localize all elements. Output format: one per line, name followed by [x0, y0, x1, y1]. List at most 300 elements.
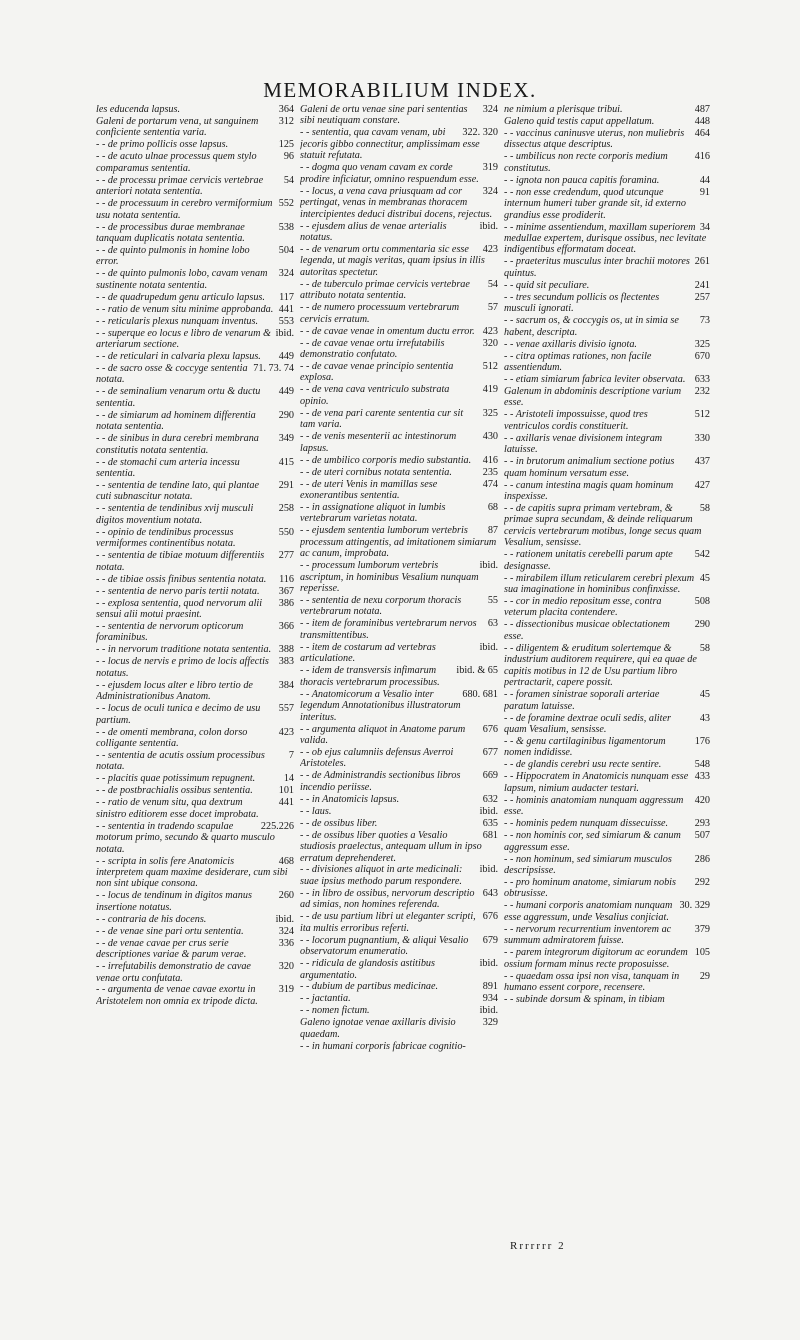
entry-text: - - axillaris venae divisionem integram latuisse.: [504, 432, 663, 456]
entry-text: - - locus, a vena cava priusquam ad cor pertingat, venas in membranas thoracem intercipientes deduci distribui docens, rejectus.: [300, 185, 493, 220]
index-entry: [300, 279, 500, 302]
entry-page-number: 669: [482, 770, 498, 782]
entry-page-number: 449: [278, 351, 294, 363]
entry-page-number: 635: [482, 817, 498, 829]
entry-page-number: ibid.: [479, 1005, 498, 1017]
entry-page-number: 319: [278, 984, 294, 996]
entry-page-number: 241: [694, 279, 710, 291]
index-entry: [504, 818, 712, 829]
index-entry: [96, 598, 296, 621]
entry-text: - - minime assentiendum, maxillam superiorem medullae expertem, durisque ossibus, nec levitate indigentibus efformatam doceat.: [504, 221, 707, 256]
index-entry: [504, 116, 712, 127]
index-entry: [96, 116, 296, 139]
index-entry: [300, 958, 500, 981]
entry-text: - - de sinibus in dura cerebri membrana constitutis notata sententia.: [96, 433, 259, 456]
entry-text: - - canum intestina magis quam hominum inspexisse.: [504, 479, 674, 502]
entry-page-number: 681: [482, 829, 498, 841]
entry-text: - - de vena cava ventriculo substrata opinio.: [300, 384, 450, 407]
index-entry: [96, 527, 296, 550]
entry-text: - - de quinto pulmonis in homine lobo error.: [96, 244, 250, 268]
entry-text: - - sententia de nervo paris tertii notata.: [96, 585, 260, 597]
entry-page-number: 386: [278, 597, 294, 609]
index-entry: [504, 994, 712, 1005]
entry-text: - - irrefutabilis demonstratio de cavae venae ortu confutata.: [96, 961, 251, 984]
entry-text: Galenum in abdominis descriptione varium esse.: [504, 385, 682, 409]
entry-text: - - de foramine dextrae oculi sedis, aliter quam Vesalium, sensisse.: [504, 712, 671, 736]
entry-page-number: 45: [699, 689, 710, 701]
entry-text: - - locus de nervis e primo de locis affectis notatus.: [96, 656, 269, 679]
entry-text: ne nimium a plerisque tribui.: [504, 104, 623, 115]
entry-text: - - dubium de partibus medicinae.: [300, 981, 439, 993]
entry-text: - - de stomachi cum arteria incessu sententia.: [96, 456, 240, 480]
index-entry: [300, 642, 500, 665]
index-entry: [96, 386, 296, 409]
entry-page-number: 235: [482, 466, 498, 478]
index-entry: [300, 455, 500, 466]
index-entry: [504, 971, 712, 994]
entry-page-number: 553: [278, 315, 294, 327]
index-entry: [300, 1005, 500, 1016]
entry-text: - - divisiones aliquot in arte medicinali: suae ipsius methodo parum respondere.: [300, 864, 463, 887]
entry-text: - - & genu cartilaginibus ligamentorum nomen indidisse.: [504, 735, 666, 759]
entry-page-number: 437: [694, 456, 710, 468]
entry-page-number: 643: [482, 887, 498, 899]
entry-text: - - umbilicus non recte corporis medium constitutus.: [504, 151, 668, 174]
index-entry: [96, 938, 296, 961]
entry-text: - - de usu partium libri ut eleganter scripti, ita multis erroribus referti.: [300, 911, 476, 934]
entry-text: - - de ossibus liber.: [300, 817, 378, 829]
page-title: MEMORABILIUM INDEX.: [263, 78, 537, 102]
entry-text: - - de venae cavae per crus serie descriptiones variae & parum verae.: [96, 937, 247, 961]
entry-text: - - sententia in tradendo scapulae motorum primo, secundo & quarto musculo notata.: [96, 820, 275, 855]
entry-text: - - in nervorum traditione notata sententia.: [96, 644, 272, 656]
entry-page-number: ibid.: [479, 641, 498, 653]
entry-text: - - rationem unitatis cerebelli parum apte designasse.: [504, 549, 673, 572]
entry-text: - - non hominis cor, sed simiarum & canum aggressum esse.: [504, 830, 681, 853]
index-entry: [96, 821, 296, 855]
index-entry: [96, 433, 296, 456]
entry-page-number: 71. 73. 74: [253, 362, 294, 374]
entry-text: - - ejusdem sententia lumborum vertebris processum attingentis, ad imitationem simiarum ac canum, improbata.: [300, 525, 497, 560]
index-entry: [504, 339, 712, 350]
entry-page-number: 423: [482, 325, 498, 337]
index-entry: [300, 104, 500, 127]
entry-text: - - sententia de tendinibus xvij musculi digitos moventium notata.: [96, 503, 254, 526]
entry-page-number: 260: [278, 890, 294, 902]
entry-text: - - de umbilico corporis medio substantia.: [300, 454, 472, 466]
entry-page-number: 116: [279, 573, 294, 585]
index-entry: [96, 703, 296, 726]
entry-text: - - de postbrachialis ossibus sententia.: [96, 785, 253, 797]
index-entry: [96, 503, 296, 526]
entry-text: - - foramen sinistrae soporali arteriae paratum latuisse.: [504, 689, 660, 712]
index-entry: [504, 503, 712, 549]
entry-page-number: 57: [487, 302, 498, 314]
entry-page-number: 449: [278, 386, 294, 398]
index-entry: [96, 644, 296, 655]
entry-page-number: 105: [694, 947, 710, 959]
entry-page-number: ibid.: [479, 220, 498, 232]
entry-page-number: 336: [278, 937, 294, 949]
entry-page-number: ibid.: [479, 958, 498, 970]
index-entry: [96, 961, 296, 984]
index-entry: [300, 665, 500, 688]
entry-page-number: 319: [482, 162, 498, 174]
entry-page-number: 448: [694, 115, 710, 127]
entry-page-number: 101: [278, 785, 294, 797]
index-entry: [96, 574, 296, 585]
index-entry: [504, 771, 712, 794]
index-entry: [96, 457, 296, 480]
index-entry: [96, 550, 296, 573]
entry-text: - - Aristoteli impossuisse, quod tres ventriculos cordis constituerit.: [504, 409, 648, 432]
entry-text: - - de glandis cerebri usu recte sentire.: [504, 759, 662, 771]
entry-text: - - de cavae venae in omentum ductu error.: [300, 325, 475, 337]
entry-text: - - de tuberculo primae cervicis vertebrae attributo notata sententia.: [300, 278, 470, 302]
index-entry: [504, 947, 712, 970]
entry-text: - - de simiarum ad hominem differentia notata sententia.: [96, 409, 256, 433]
index-entry: [300, 935, 500, 958]
entry-page-number: 633: [694, 373, 710, 385]
entry-page-number: 507: [694, 830, 710, 842]
entry-page-number: 117: [279, 291, 294, 303]
entry-page-number: 366: [278, 620, 294, 632]
index-entry: [504, 433, 712, 456]
entry-text: - - diligentem & eruditum solertemque & industrium auditorem requirere, qui ea quae de capitis motibus in 12 de Usu partium libro pertractarit, capere possit.: [504, 642, 697, 689]
entry-page-number: 680. 681: [462, 688, 498, 700]
index-entry: [300, 618, 500, 641]
entry-page-number: 548: [694, 759, 710, 771]
index-entry: [96, 198, 296, 221]
index-entry: [96, 480, 296, 503]
entry-text: - - sententia de tendine lato, qui plantae cuti subnascitur notata.: [96, 480, 259, 503]
index-entry: [300, 1017, 500, 1040]
entry-text: - - mirabilem illum reticularem cerebri plexum sua imaginatione in hominibus confinxisse.: [504, 572, 695, 596]
index-entry: [300, 830, 500, 864]
entry-page-number: 96: [283, 151, 294, 163]
entry-page-number: 44: [699, 174, 710, 186]
entry-text: Galeni de portarum vena, ut sanguinem conficiente sententia varia.: [96, 115, 259, 139]
entry-page-number: 676: [482, 723, 498, 735]
entry-text: - - de quinto pulmonis lobo, cavam venam sustinente notata sententia.: [96, 268, 268, 291]
index-entry: [96, 175, 296, 198]
entry-text: - - parem integrorum digitorum ac eorundem ossium formam minus recte proposuisse.: [504, 947, 688, 970]
entry-text: - - sententia de acutis ossium processibus notata.: [96, 749, 265, 773]
index-entry: [300, 127, 500, 161]
entry-page-number: ibid.: [479, 864, 498, 876]
index-entry: [300, 384, 500, 407]
entry-text: - - in humani corporis fabricae cognitio-: [300, 1040, 466, 1052]
index-entry: [96, 222, 296, 245]
entry-page-number: 670: [694, 350, 710, 362]
entry-page-number: ibid.: [275, 327, 294, 339]
entry-text: - - processum lumborum vertebris ascriptum, in hominibus Vesalium nunquam reperisse.: [300, 560, 479, 595]
index-entry: [300, 525, 500, 559]
entry-page-number: 324: [482, 185, 498, 197]
index-entry: [504, 854, 712, 877]
entry-page-number: 30. 329: [679, 900, 710, 912]
index-entry: [504, 187, 712, 221]
entry-page-number: 677: [482, 746, 498, 758]
index-entry: [504, 795, 712, 818]
entry-page-number: 384: [278, 679, 294, 691]
index-entry: [96, 151, 296, 174]
index-entry: [504, 456, 712, 479]
index-entry: [300, 770, 500, 793]
entry-text: - - explosa sententia, quod nervorum alii sensui alii motui praesint.: [96, 597, 263, 620]
entry-text: - - superque eo locus e libro de venarum & arteriarum sectione.: [96, 327, 271, 351]
entry-page-number: 45: [699, 572, 710, 584]
entry-text: - - de tibiae ossis finibus sententia notata.: [96, 573, 267, 585]
entry-page-number: 325: [482, 407, 498, 419]
index-entry: [300, 993, 500, 1004]
entry-page-number: 176: [694, 735, 710, 747]
entry-page-number: 293: [694, 818, 710, 830]
entry-page-number: 383: [278, 656, 294, 668]
index-entry: [96, 410, 296, 433]
entry-page-number: 538: [278, 221, 294, 233]
entry-text: - - argumenta aliquot in Anatome parum valida.: [300, 723, 466, 746]
index-entry: [300, 689, 500, 723]
index-entry: [300, 467, 500, 478]
entry-text: - - reticularis plexus nunquam inventus.: [96, 315, 259, 327]
entry-page-number: 433: [694, 771, 710, 783]
entry-text: - - ratio de venum situ minime approbanda.: [96, 303, 274, 315]
entry-text: - - nomen fictum.: [300, 1005, 370, 1017]
index-entry: [504, 315, 712, 338]
entry-text: - - hominis anatomiam nunquam aggressum esse.: [504, 794, 684, 818]
index-entry: [300, 221, 500, 244]
entry-page-number: 367: [278, 585, 294, 597]
entry-text: - - ejusdem alius de venae arterialis notatus.: [300, 220, 447, 243]
index-entry: [96, 914, 296, 925]
index-entry: [504, 374, 712, 385]
index-entry: [504, 596, 712, 619]
entry-text: - - quaedam ossa ipsi non visa, tanquam in humano essent corpore, recensere.: [504, 970, 680, 993]
entry-page-number: ibid.: [479, 560, 498, 572]
entry-page-number: 464: [694, 127, 710, 139]
index-entry: [96, 797, 296, 820]
entry-page-number: 290: [278, 409, 294, 421]
index-entry: [96, 656, 296, 679]
entry-text: - - opinio de tendinibus processus vermiformes continentibus notata.: [96, 526, 236, 550]
entry-page-number: 512: [482, 360, 498, 372]
entry-text: - - de Administrandis sectionibus libros incendio periisse.: [300, 770, 461, 793]
entry-text: - - sententia de tibiae motuum differentiis notata.: [96, 550, 265, 573]
entry-page-number: 487: [694, 104, 710, 115]
signature-mark: Rrrrrrr 2: [510, 1240, 566, 1252]
entry-text: - - in libro de ossibus, nervorum descriptio ad simias, non homines referenda.: [300, 887, 475, 911]
index-entry: [300, 479, 500, 502]
entry-text: Galeno quid testis caput appellatum.: [504, 115, 655, 127]
entry-page-number: 43: [699, 712, 710, 724]
index-column-3: [504, 104, 712, 1006]
entry-text: - - de ossibus liber quoties a Vesalio studiosis praelectus, antequam ullum in ipso erratum deprehenderet.: [300, 829, 482, 864]
entry-page-number: 542: [694, 549, 710, 561]
index-entry: [96, 856, 296, 890]
entry-text: - - in brutorum animalium sectione potius quam hominum versatum esse.: [504, 456, 675, 479]
entry-page-number: 388: [278, 644, 294, 656]
entry-page-number: 277: [278, 550, 294, 562]
index-entry: [300, 560, 500, 594]
entry-text: - - Anatomicorum a Vesalio inter legendum Annotationibus illustratorum interitus.: [300, 688, 461, 723]
index-entry: [300, 326, 500, 337]
index-entry: [504, 877, 712, 900]
entry-text: - - de processibus durae membranae tanquam duplicatis notata sententia.: [96, 221, 245, 244]
entry-page-number: 87: [487, 525, 498, 537]
entry-page-number: 329: [482, 1017, 498, 1029]
entry-text: - - de numero processuum vertebrarum cervicis erratum.: [300, 302, 460, 325]
entry-text: - - de uteri Venis in mamillas sese exonerantibus sententia.: [300, 478, 438, 501]
entry-text: - - argumenta de venae cavae exortu in Aristotelem non omnia ex tripode dicta.: [96, 984, 258, 1007]
entry-page-number: 349: [278, 433, 294, 445]
index-entry: [504, 151, 712, 174]
index-entry: [96, 773, 296, 784]
entry-text: - - de capitis supra primam vertebram, & primae supra secundam, & deinde reliquarum cervicis vertebrarum motibus, longe secus quam Vesalium, sensisse.: [504, 502, 702, 549]
entry-text: - - de omenti membrana, colon dorso colligante sententia.: [96, 726, 248, 749]
entry-page-number: 508: [694, 596, 710, 608]
entry-page-number: ibid.: [479, 805, 498, 817]
index-entry: [96, 245, 296, 268]
index-entry: [504, 128, 712, 151]
entry-page-number: 427: [694, 479, 710, 491]
index-entry: [300, 1041, 500, 1052]
entry-page-number: 423: [482, 243, 498, 255]
entry-text: - - locorum pugnantium, & aliqui Vesalio observatorum enumeratio.: [300, 934, 469, 958]
index-entry: [504, 736, 712, 759]
entry-page-number: 364: [278, 104, 294, 115]
index-entry: [96, 785, 296, 796]
entry-page-number: 430: [482, 431, 498, 443]
entry-page-number: 54: [487, 278, 498, 290]
entry-text: - - in assignatione aliquot in lumbis vertebrarum varietas notata.: [300, 501, 446, 525]
index-entry: [504, 292, 712, 315]
index-entry: [96, 750, 296, 773]
entry-text: - - non esse credendum, quod utcunque internum humeri tuber grande sit, id externo grandius esse prodiderit.: [504, 186, 686, 221]
entry-page-number: 441: [278, 303, 294, 315]
index-entry: [504, 256, 712, 279]
entry-text: - - de reticulari in calvaria plexu lapsus.: [96, 351, 261, 363]
entry-page-number: 419: [482, 384, 498, 396]
entry-text: - - praeteritus musculus inter brachii motores quintus.: [504, 256, 690, 279]
entry-text: - - de quadrupedum genu articulo lapsus.: [96, 291, 265, 303]
index-entry: [300, 431, 500, 454]
index-entry: [504, 175, 712, 186]
entry-page-number: 68: [487, 501, 498, 513]
entry-page-number: 416: [482, 454, 498, 466]
entry-page-number: 286: [694, 853, 710, 865]
index-entry: [96, 621, 296, 644]
entry-text: - - tres secundum pollicis os flectentes musculi ignorati.: [504, 291, 660, 315]
entry-text: - - de cavae venae principio sententia explosa.: [300, 360, 454, 384]
entry-page-number: 330: [694, 432, 710, 444]
entry-page-number: 258: [278, 503, 294, 515]
index-entry: [96, 268, 296, 291]
entry-page-number: 312: [278, 115, 294, 127]
entry-text: les educenda lapsus.: [96, 104, 181, 115]
entry-page-number: 468: [278, 855, 294, 867]
entry-text: - - ejusdem locus alter e libro tertio de Administrationibus Anatom.: [96, 679, 253, 703]
entry-text: - - de venae sine pari ortu sententia.: [96, 925, 244, 937]
index-entry: [96, 316, 296, 327]
entry-page-number: 292: [694, 876, 710, 888]
entry-page-number: 416: [694, 151, 710, 163]
index-entry: [504, 480, 712, 503]
entry-text: - - locus de oculi tunica e decimo de usu partium.: [96, 703, 261, 726]
entry-page-number: 7: [288, 749, 294, 761]
entry-page-number: 29: [699, 970, 710, 982]
index-entry: [300, 244, 500, 278]
entry-page-number: ibid.: [275, 913, 294, 925]
entry-text: - - de cavae venae ortu irrefutabilis demonstratio confutato.: [300, 337, 445, 361]
entry-text: - - ratio de venum situ, qua dextrum sinistro editiorem esse docet improbata.: [96, 797, 259, 820]
entry-text: - - de venis mesenterii ac intestinorum lapsus.: [300, 431, 457, 454]
index-entry: [300, 981, 500, 992]
entry-page-number: 679: [482, 934, 498, 946]
index-column-2: [300, 104, 500, 1053]
entry-text: - - hominis pedem nunquam dissecuisse.: [504, 818, 669, 830]
index-entry: [300, 302, 500, 325]
entry-text: - - citra optimas rationes, non facile assentiendum.: [504, 350, 652, 373]
entry-text: - - locus de tendinum in digitos manus insertione notatus.: [96, 890, 252, 913]
entry-page-number: 420: [694, 794, 710, 806]
entry-text: Galeni de ortu venae sine pari sententias sibi neutiquam constare.: [300, 104, 468, 127]
entry-page-number: 261: [694, 256, 710, 268]
entry-page-number: 676: [482, 911, 498, 923]
entry-page-number: 291: [278, 480, 294, 491]
index-entry: [300, 502, 500, 525]
index-entry: [504, 351, 712, 374]
entry-page-number: 63: [487, 618, 498, 630]
index-entry: [504, 573, 712, 596]
index-entry: [504, 409, 712, 432]
entry-text: - - de sacro osse & coccyge sententia notata.: [96, 362, 248, 386]
index-entry: [504, 549, 712, 572]
index-entry: [300, 747, 500, 770]
entry-text: - - in Anatomicis lapsus.: [300, 793, 400, 805]
entry-text: - - de primo pollicis osse lapsus.: [96, 139, 229, 151]
index-entry: [300, 162, 500, 185]
entry-page-number: 632: [482, 793, 498, 805]
entry-page-number: 322. 320: [462, 127, 498, 139]
entry-text: - - idem de transversis infimarum thoracis vertebrarum processibus.: [300, 665, 440, 688]
entry-page-number: 225.226: [260, 820, 294, 832]
entry-page-number: 325: [694, 338, 710, 350]
entry-page-number: 441: [278, 797, 294, 809]
entry-page-number: 379: [694, 923, 710, 935]
entry-page-number: 73: [699, 315, 710, 327]
entry-page-number: 324: [278, 268, 294, 280]
entry-text: - - de uteri cornibus notata sententia.: [300, 466, 452, 478]
entry-page-number: 550: [278, 526, 294, 538]
entry-text: - - Hippocratem in Anatomicis nunquam esse lapsum, nimium audacter testari.: [504, 771, 689, 794]
entry-page-number: 512: [694, 409, 710, 421]
entry-text: - - sententia de nexu corporum thoracis vertebrarum notata.: [300, 595, 462, 618]
entry-text: - - dogma quo venam cavam ex corde prodire inficiatur, omnino respuendum esse.: [300, 162, 479, 185]
entry-page-number: 125: [278, 139, 294, 151]
index-entry: [96, 304, 296, 315]
index-entry: [96, 586, 296, 597]
index-entry: [96, 351, 296, 362]
index-entry: [96, 104, 296, 115]
index-entry: [300, 338, 500, 361]
entry-page-number: 557: [278, 703, 294, 715]
entry-text: Galeno ignotae venae axillaris divisio quaedam.: [300, 1017, 456, 1040]
index-entry: [96, 363, 296, 386]
index-entry: [96, 680, 296, 703]
entry-page-number: 320: [278, 961, 294, 973]
entry-text: - - humani corporis anatomiam nunquam esse aggressum, unde Vesalius conjiciat.: [504, 900, 673, 923]
